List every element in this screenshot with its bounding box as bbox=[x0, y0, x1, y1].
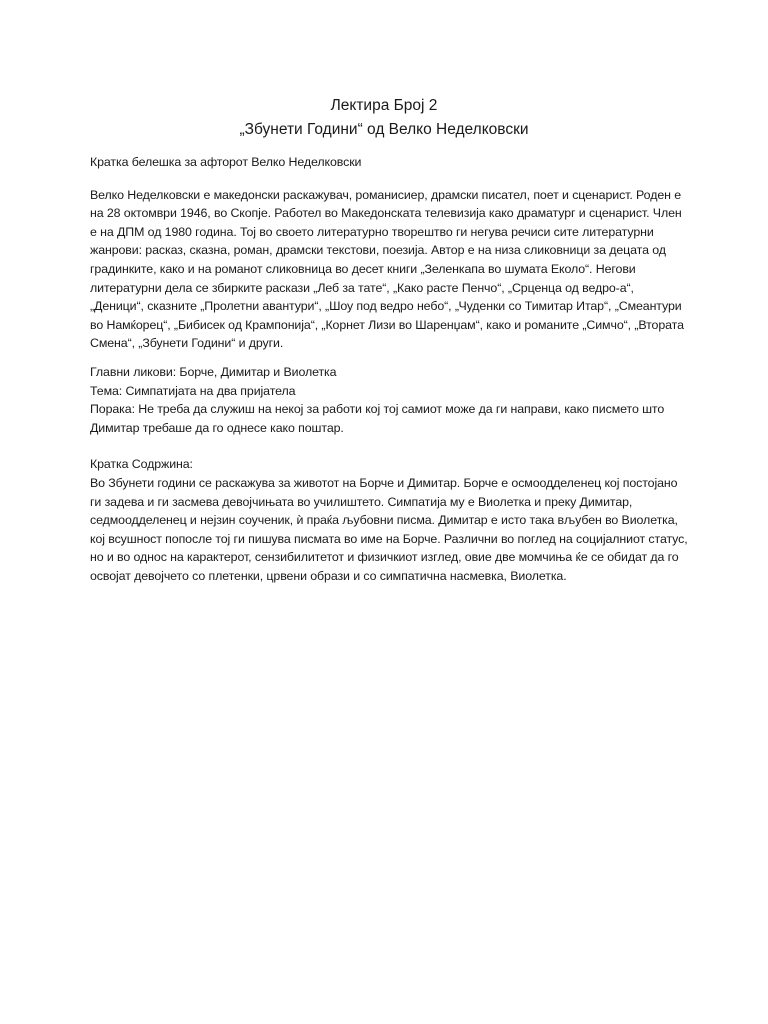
document-title: Лектира Број 2 bbox=[330, 97, 438, 114]
summary-heading: Кратка Содржина: bbox=[90, 457, 193, 472]
message-line: Порака: Не треба да служиш на некој за работи кој тој самиот може да ги направи, како писмето што Димитар требаше да го однесе како поштар. bbox=[90, 402, 665, 435]
bio-paragraph: Велко Неделковски е македонски раскажувач, романисиер, драмски писател, поет и сценарист. Роден е на 28 октомври 1946, во Скопје. Работел во Македонската телевизија како драматург и сценарист. Член е на ДПМ од 1980 година. Тој во своето литературно творештво ги негува речиси сите литературни жанрови: расказ, сказна, роман, драмски текстови, поезија. Автор е на низа сликовници за децата од градинките, како и на романот сликовница во десет книги „Зеленкапа во шумата Еколо“. Негови литературни дела се збирките раскази „Леб за тате“, „Како расте Пенчо“, „Срценца од ведро-а“, „Деници“, сказните „Пролетни авантури“, „Шоу под ведро небо“, „Чуденки со Тимитар Итар“, „Смеантури во Намќорец“, „Бибисек од Крампонија“, „Корнет Лизи во Шаренџам“, како и романите „Симчо“, „Втората Смена“, „Збунети Години“ и други. bbox=[90, 187, 684, 351]
document-body bbox=[90, 153, 690, 585]
section-heading: Кратка белешка за афторот Велко Неделковски bbox=[90, 155, 362, 169]
main-characters-line: Главни ликови: Борче, Димитар и Виолетка bbox=[90, 364, 337, 379]
theme-line: Тема: Симпатијата на два пријатела bbox=[90, 383, 296, 398]
summary-paragraph: Во Збунети години се раскажува за животот на Борче и Димитар. Борче е осмоодделенец кој постојано ги задева и ги засмева девојчињата во училиштето. Симпатија му е Виолетка и преку Димитар, седмоодделенец и нејзин соученик, ѝ праќа љубовни писма. Димитар е исто така вљубен во Виолетка, кој всушност попосле тој ги пишува писмата во име на Борче. Различни во поглед на социјалниот статус, но и во однос на карактерот, сензибилитетот и физичкиот изглед, овие две момчиња ќе се обидат да го освојат девојчето со плетенки, црвени образи и со симпатична насмевка, Виолетка. bbox=[90, 475, 688, 583]
document-subtitle: „Збунети Години“ од Велко Неделковски bbox=[239, 121, 529, 138]
spacer bbox=[90, 437, 690, 455]
title-block bbox=[0, 94, 768, 142]
